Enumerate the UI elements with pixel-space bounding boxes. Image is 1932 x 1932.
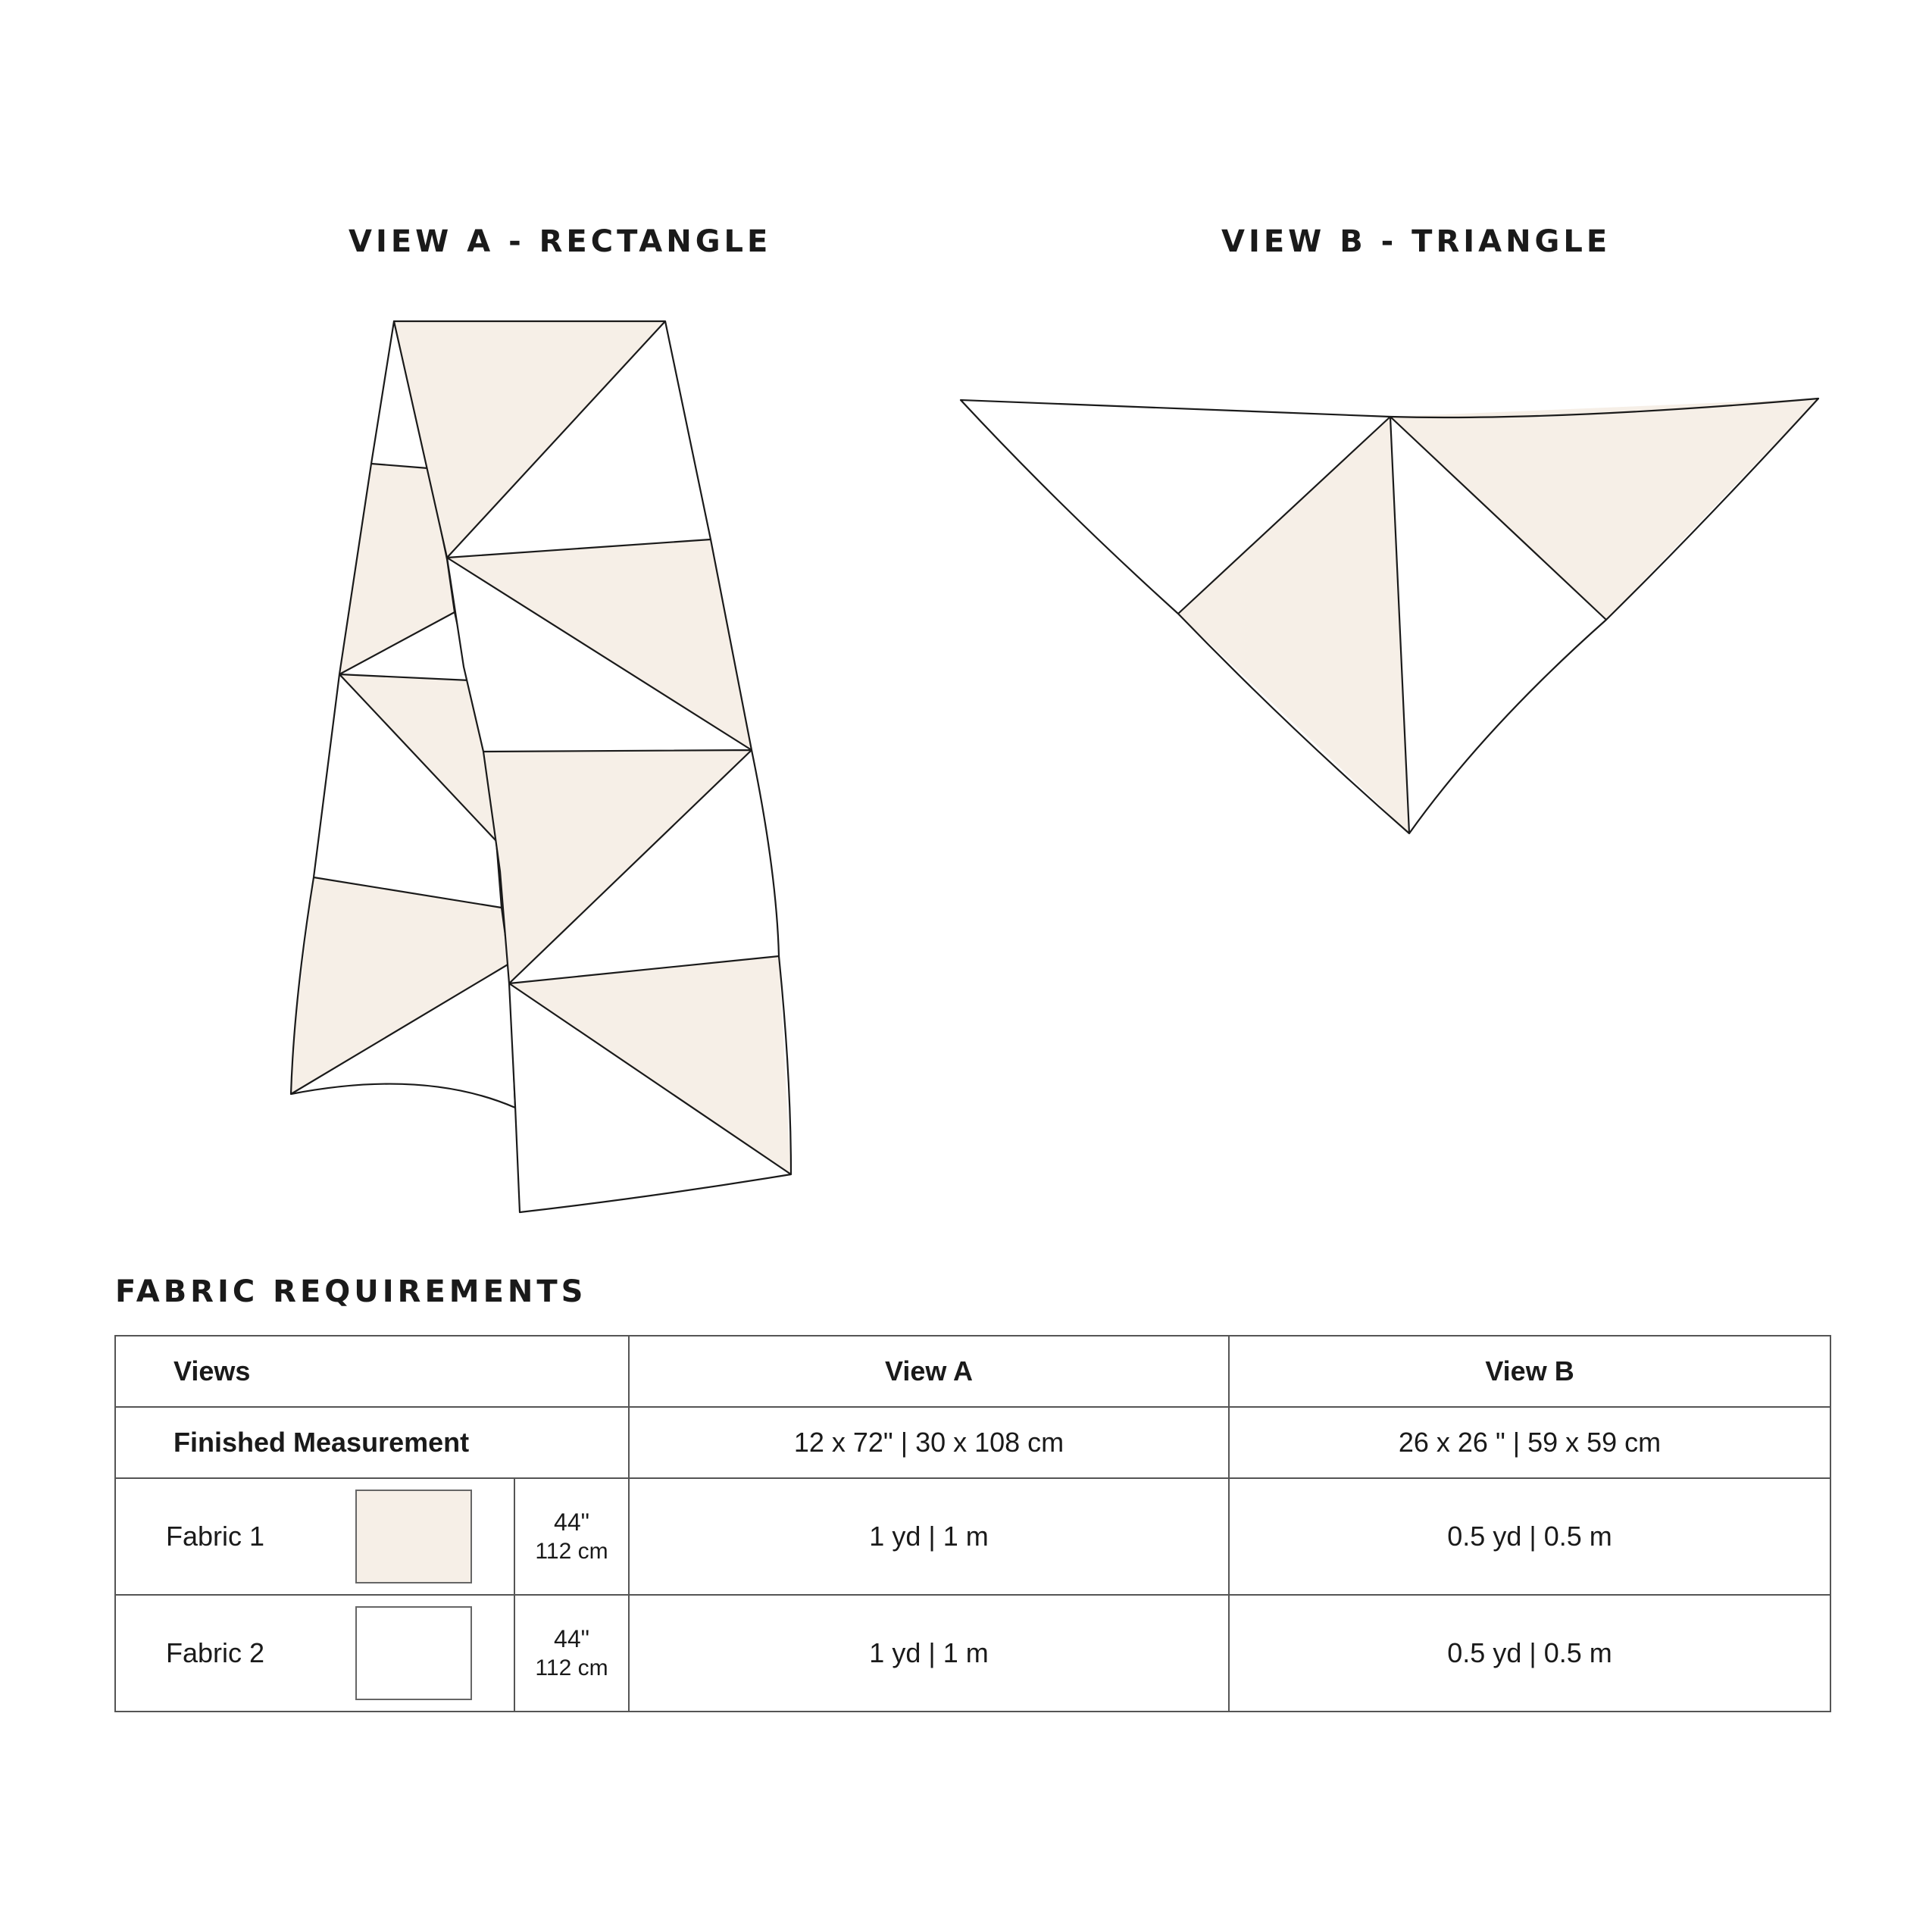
- fabric-1-width: [514, 1478, 629, 1595]
- fabric-1-name: Fabric 1: [166, 1521, 265, 1552]
- fabric-2-view-a: 1 yd | 1 m: [629, 1595, 1229, 1712]
- view-b-title: VIEW B - TRIANGLE: [1221, 224, 1612, 259]
- header-views: Views: [115, 1336, 629, 1407]
- fabric-1-width-in: 44": [554, 1508, 589, 1537]
- view-a-rectangle-scarf-illustration: [291, 321, 791, 1212]
- finished-measurement-label: Finished Measurement: [115, 1407, 629, 1478]
- finished-measurement-view-a: 12 x 72" | 30 x 108 cm: [629, 1407, 1229, 1478]
- fabric-2-width-in: 44": [554, 1625, 589, 1653]
- fabric-requirements-title: FABRIC REQUIREMENTS: [115, 1274, 587, 1309]
- fabric-1-row: [115, 1478, 1830, 1595]
- fabric-2-view-b: 0.5 yd | 0.5 m: [1229, 1595, 1830, 1712]
- fabric-2-name: Fabric 2: [166, 1637, 265, 1668]
- fabric-1-view-b: 0.5 yd | 0.5 m: [1229, 1478, 1830, 1595]
- fabric-requirements-table: [114, 1335, 1831, 1712]
- fabric-2-name-cell: [115, 1595, 514, 1712]
- header-view-a: View A: [629, 1336, 1229, 1407]
- fabric-2-width-cm: 112 cm: [535, 1655, 608, 1681]
- fabric-2-swatch: [355, 1606, 472, 1700]
- table-header-row: [115, 1336, 1830, 1407]
- finished-measurement-row: [115, 1407, 1830, 1478]
- fabric-1-view-a: 1 yd | 1 m: [629, 1478, 1229, 1595]
- view-b-triangle-scarf-illustration: [961, 399, 1818, 833]
- fabric-2-row: [115, 1595, 1830, 1712]
- header-view-b: View B: [1229, 1336, 1830, 1407]
- fabric-1-width-cm: 112 cm: [535, 1539, 608, 1565]
- view-a-title: VIEW A - RECTANGLE: [349, 224, 772, 259]
- fabric-1-swatch: [355, 1490, 472, 1583]
- fabric-2-width: [514, 1595, 629, 1712]
- fabric-1-name-cell: [115, 1478, 514, 1595]
- finished-measurement-view-b: 26 x 26 " | 59 x 59 cm: [1229, 1407, 1830, 1478]
